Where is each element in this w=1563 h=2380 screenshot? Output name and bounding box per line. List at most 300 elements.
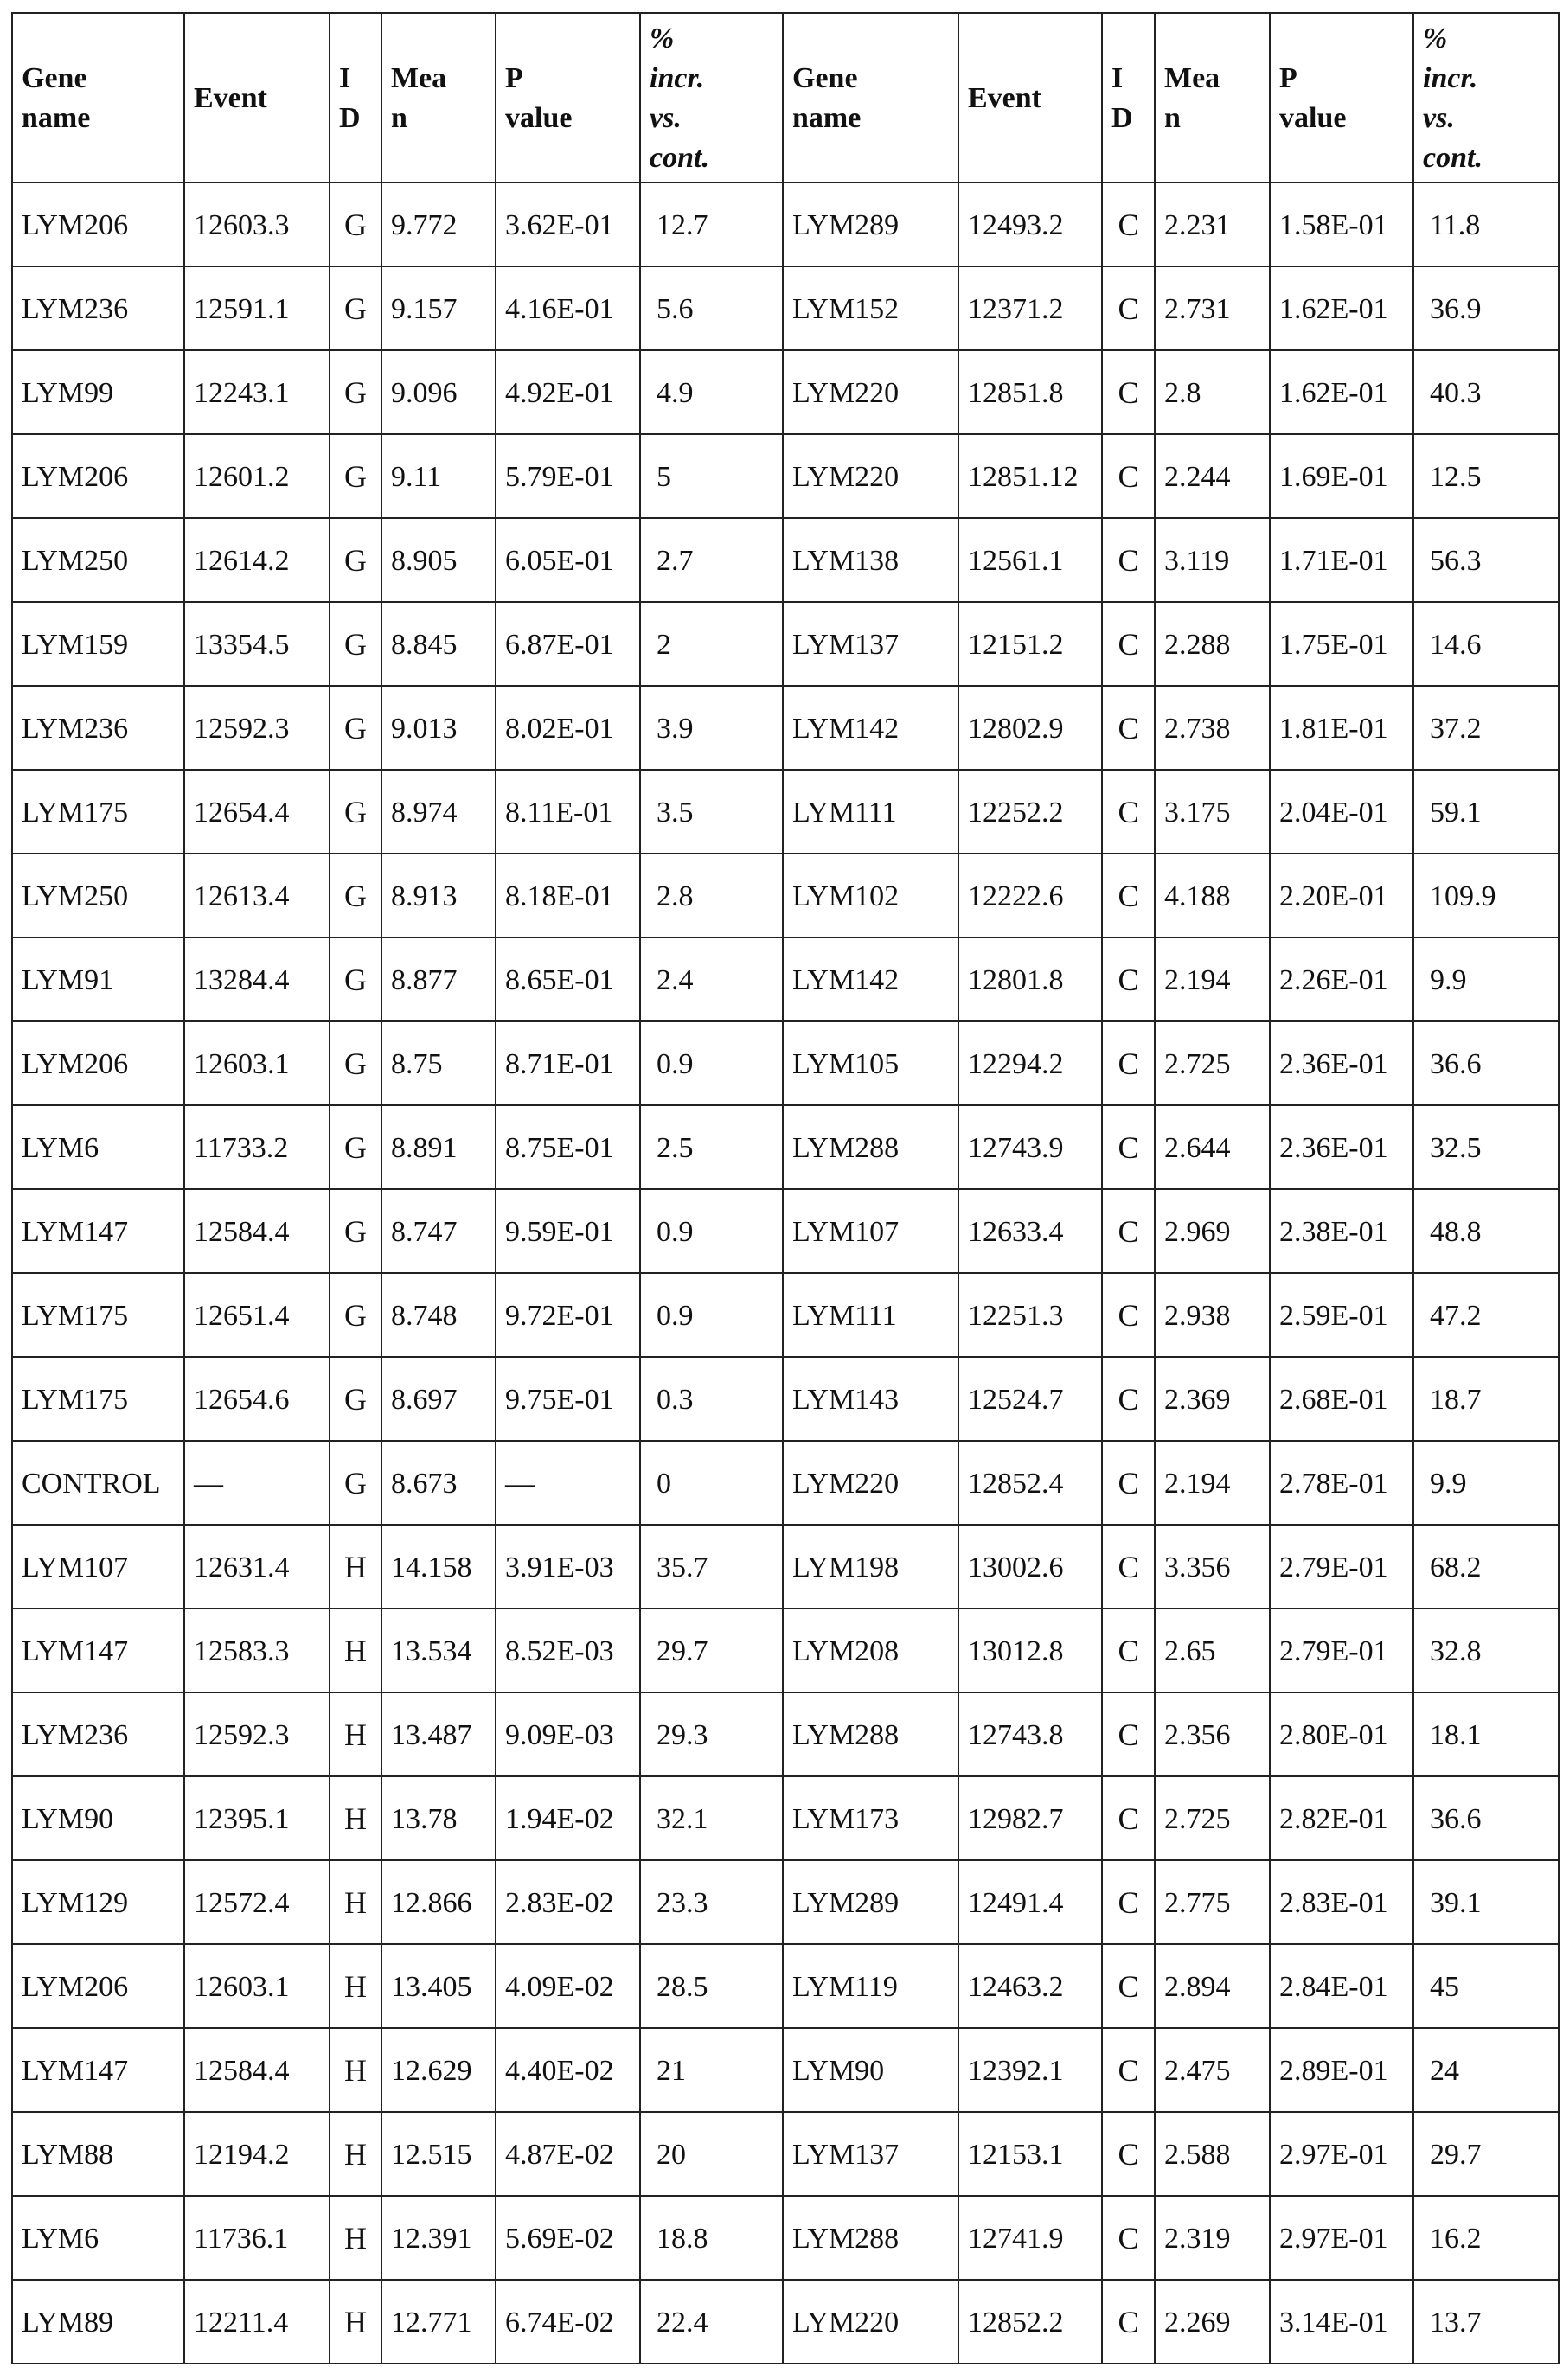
p-value-cell-left: 8.18E-01 xyxy=(496,854,640,937)
id-cell-right: C xyxy=(1102,2280,1155,2364)
pct-incr-cell-right: 56.3 xyxy=(1413,518,1559,602)
id-cell-right: C xyxy=(1102,602,1155,686)
gene-name-cell-left: LYM175 xyxy=(12,770,184,854)
table-row xyxy=(12,937,1559,1021)
header-event-right xyxy=(958,13,1102,182)
p-value-cell-right: 2.38E-01 xyxy=(1270,1189,1413,1273)
gene-name-cell-left: LYM206 xyxy=(12,434,184,518)
gene-name-cell-right: LYM143 xyxy=(783,1357,958,1441)
table-row xyxy=(12,1021,1559,1105)
p-value-cell-right: 2.97E-01 xyxy=(1270,2112,1413,2196)
p-value-cell-right: 2.89E-01 xyxy=(1270,2028,1413,2112)
event-cell-right: 12801.8 xyxy=(958,937,1102,1021)
p-value-cell-right: 2.82E-01 xyxy=(1270,1776,1413,1860)
mean-cell-right: 2.356 xyxy=(1155,1692,1270,1776)
pct-incr-cell-left: 2 xyxy=(640,602,783,686)
p-value-cell-left: 8.52E-03 xyxy=(496,1609,640,1692)
header-id-right xyxy=(1102,13,1155,182)
gene-name-cell-left: LYM250 xyxy=(12,854,184,937)
event-cell-right: 12151.2 xyxy=(958,602,1102,686)
mean-cell-left: 13.534 xyxy=(381,1609,496,1692)
event-cell-right: 12153.1 xyxy=(958,2112,1102,2196)
id-cell-left: G xyxy=(330,1189,381,1273)
gene-name-cell-right: LYM107 xyxy=(783,1189,958,1273)
gene-name-cell-right: LYM105 xyxy=(783,1021,958,1105)
event-cell-right: 12743.9 xyxy=(958,1105,1102,1189)
pct-incr-cell-left: 29.3 xyxy=(640,1692,783,1776)
table-row xyxy=(12,518,1559,602)
pct-incr-cell-right: 32.5 xyxy=(1413,1105,1559,1189)
header-mean-right xyxy=(1155,13,1270,182)
event-cell-left: 11736.1 xyxy=(184,2196,330,2280)
mean-cell-right: 3.356 xyxy=(1155,1525,1270,1609)
event-cell-right: 12802.9 xyxy=(958,686,1102,770)
id-cell-right: C xyxy=(1102,854,1155,937)
event-cell-left: 12243.1 xyxy=(184,350,330,434)
id-cell-right: C xyxy=(1102,2112,1155,2196)
p-value-cell-right: 2.79E-01 xyxy=(1270,1525,1413,1609)
mean-cell-right: 2.8 xyxy=(1155,350,1270,434)
header-text: n xyxy=(391,102,407,134)
header-text: incr. xyxy=(650,62,705,94)
p-value-cell-left: 8.75E-01 xyxy=(496,1105,640,1189)
mean-cell-left: 8.891 xyxy=(381,1105,496,1189)
pct-incr-cell-left: 20 xyxy=(640,2112,783,2196)
p-value-cell-left: 6.74E-02 xyxy=(496,2280,640,2364)
gene-name-cell-left: LYM88 xyxy=(12,2112,184,2196)
table-row xyxy=(12,770,1559,854)
pct-incr-cell-right: 29.7 xyxy=(1413,2112,1559,2196)
event-cell-left: 12613.4 xyxy=(184,854,330,937)
mean-cell-right: 2.738 xyxy=(1155,686,1270,770)
p-value-cell-right: 2.59E-01 xyxy=(1270,1273,1413,1357)
id-cell-right: C xyxy=(1102,434,1155,518)
event-cell-left: 12631.4 xyxy=(184,1525,330,1609)
table-row xyxy=(12,854,1559,937)
p-value-cell-left: 1.94E-02 xyxy=(496,1776,640,1860)
p-value-cell-right: 2.36E-01 xyxy=(1270,1105,1413,1189)
mean-cell-left: 9.096 xyxy=(381,350,496,434)
mean-cell-right: 2.319 xyxy=(1155,2196,1270,2280)
event-cell-left: 12654.4 xyxy=(184,770,330,854)
table-row xyxy=(12,434,1559,518)
pct-incr-cell-left: 0 xyxy=(640,1441,783,1525)
mean-cell-left: 8.75 xyxy=(381,1021,496,1105)
header-p-value-left xyxy=(496,13,640,182)
id-cell-right: C xyxy=(1102,1776,1155,1860)
event-cell-left: 12194.2 xyxy=(184,2112,330,2196)
id-cell-left: G xyxy=(330,1357,381,1441)
p-value-cell-left: 4.40E-02 xyxy=(496,2028,640,2112)
event-cell-left: 12601.2 xyxy=(184,434,330,518)
mean-cell-right: 2.288 xyxy=(1155,602,1270,686)
header-text: Event xyxy=(968,82,1041,114)
pct-incr-cell-right: 45 xyxy=(1413,1944,1559,2028)
gene-name-cell-right: LYM288 xyxy=(783,1105,958,1189)
pct-incr-cell-left: 12.7 xyxy=(640,182,783,266)
header-text: value xyxy=(505,102,573,134)
header-text: I xyxy=(339,62,351,94)
mean-cell-left: 8.877 xyxy=(381,937,496,1021)
event-cell-right: 12524.7 xyxy=(958,1357,1102,1441)
gene-name-cell-left: LYM91 xyxy=(12,937,184,1021)
id-cell-left: H xyxy=(330,1609,381,1692)
header-event-left xyxy=(184,13,330,182)
p-value-cell-right: 1.75E-01 xyxy=(1270,602,1413,686)
header-text: name xyxy=(22,102,91,134)
mean-cell-left: 9.013 xyxy=(381,686,496,770)
mean-cell-left: 8.913 xyxy=(381,854,496,937)
event-cell-right: 12741.9 xyxy=(958,2196,1102,2280)
header-text: n xyxy=(1164,102,1181,134)
header-pct-incr-left xyxy=(640,13,783,182)
mean-cell-left: 13.405 xyxy=(381,1944,496,2028)
gene-name-cell-left: LYM107 xyxy=(12,1525,184,1609)
gene-name-cell-left: LYM206 xyxy=(12,1944,184,2028)
header-mean-left xyxy=(381,13,496,182)
mean-cell-left: 13.487 xyxy=(381,1692,496,1776)
event-cell-left: 12651.4 xyxy=(184,1273,330,1357)
gene-name-cell-left: LYM206 xyxy=(12,1021,184,1105)
header-text: Mea xyxy=(391,62,447,94)
header-text: Gene xyxy=(22,62,87,94)
id-cell-left: G xyxy=(330,937,381,1021)
pct-incr-cell-right: 24 xyxy=(1413,2028,1559,2112)
pct-incr-cell-right: 12.5 xyxy=(1413,434,1559,518)
pct-incr-cell-right: 40.3 xyxy=(1413,350,1559,434)
header-text: % xyxy=(650,22,675,54)
p-value-cell-left: 8.65E-01 xyxy=(496,937,640,1021)
p-value-cell-left: 5.69E-02 xyxy=(496,2196,640,2280)
event-cell-right: 12392.1 xyxy=(958,2028,1102,2112)
pct-incr-cell-left: 5.6 xyxy=(640,266,783,350)
id-cell-left: G xyxy=(330,1441,381,1525)
gene-name-cell-right: LYM111 xyxy=(783,770,958,854)
event-cell-right: 12251.3 xyxy=(958,1273,1102,1357)
id-cell-right: C xyxy=(1102,2196,1155,2280)
event-cell-right: 12222.6 xyxy=(958,854,1102,937)
header-gene-name-left xyxy=(12,13,184,182)
id-cell-left: G xyxy=(330,1021,381,1105)
header-text: name xyxy=(792,102,862,134)
table-row xyxy=(12,686,1559,770)
event-cell-right: 12982.7 xyxy=(958,1776,1102,1860)
mean-cell-right: 2.194 xyxy=(1155,1441,1270,1525)
id-cell-left: G xyxy=(330,434,381,518)
gene-name-cell-right: LYM137 xyxy=(783,602,958,686)
pct-incr-cell-right: 36.9 xyxy=(1413,266,1559,350)
header-id-left xyxy=(330,13,381,182)
gene-name-cell-left: LYM236 xyxy=(12,266,184,350)
gene-name-cell-left: LYM147 xyxy=(12,2028,184,2112)
event-cell-right: 12852.2 xyxy=(958,2280,1102,2364)
header-text: D xyxy=(1111,102,1133,134)
mean-cell-left: 12.866 xyxy=(381,1860,496,1944)
pct-incr-cell-left: 0.9 xyxy=(640,1273,783,1357)
id-cell-left: H xyxy=(330,2028,381,2112)
gene-name-cell-right: LYM289 xyxy=(783,182,958,266)
id-cell-left: H xyxy=(330,1525,381,1609)
id-cell-right: C xyxy=(1102,350,1155,434)
id-cell-left: G xyxy=(330,182,381,266)
p-value-cell-left: 2.83E-02 xyxy=(496,1860,640,1944)
id-cell-right: C xyxy=(1102,1273,1155,1357)
mean-cell-left: 13.78 xyxy=(381,1776,496,1860)
p-value-cell-right: 2.36E-01 xyxy=(1270,1021,1413,1105)
pct-incr-cell-left: 2.5 xyxy=(640,1105,783,1189)
pct-incr-cell-right: 32.8 xyxy=(1413,1609,1559,1692)
header-gene-name-right xyxy=(783,13,958,182)
mean-cell-left: 8.905 xyxy=(381,518,496,602)
p-value-cell-left: 3.91E-03 xyxy=(496,1525,640,1609)
id-cell-left: H xyxy=(330,2112,381,2196)
gene-name-cell-left: LYM89 xyxy=(12,2280,184,2364)
mean-cell-right: 2.775 xyxy=(1155,1860,1270,1944)
gene-name-cell-right: LYM102 xyxy=(783,854,958,937)
event-cell-right: 12252.2 xyxy=(958,770,1102,854)
gene-name-cell-left: LYM129 xyxy=(12,1860,184,1944)
id-cell-right: C xyxy=(1102,2028,1155,2112)
id-cell-right: C xyxy=(1102,770,1155,854)
gene-name-cell-right: LYM137 xyxy=(783,2112,958,2196)
gene-name-cell-left: LYM147 xyxy=(12,1609,184,1692)
table-row xyxy=(12,1105,1559,1189)
p-value-cell-right: 2.84E-01 xyxy=(1270,1944,1413,2028)
table-row xyxy=(12,266,1559,350)
header-text: incr. xyxy=(1423,62,1478,94)
event-cell-right: 13012.8 xyxy=(958,1609,1102,1692)
gene-name-cell-right: LYM142 xyxy=(783,686,958,770)
id-cell-right: C xyxy=(1102,1021,1155,1105)
id-cell-right: C xyxy=(1102,266,1155,350)
event-cell-right: 12463.2 xyxy=(958,1944,1102,2028)
pct-incr-cell-right: 48.8 xyxy=(1413,1189,1559,1273)
id-cell-left: G xyxy=(330,266,381,350)
pct-incr-cell-left: 2.7 xyxy=(640,518,783,602)
p-value-cell-right: 2.97E-01 xyxy=(1270,2196,1413,2280)
p-value-cell-right: 2.26E-01 xyxy=(1270,937,1413,1021)
p-value-cell-left: 8.11E-01 xyxy=(496,770,640,854)
table-row xyxy=(12,350,1559,434)
p-value-cell-left: — xyxy=(496,1441,640,1525)
p-value-cell-right: 2.20E-01 xyxy=(1270,854,1413,937)
gene-name-cell-left: LYM159 xyxy=(12,602,184,686)
gene-name-cell-right: LYM142 xyxy=(783,937,958,1021)
pct-incr-cell-right: 109.9 xyxy=(1413,854,1559,937)
gene-name-cell-right: LYM90 xyxy=(783,2028,958,2112)
event-cell-left: — xyxy=(184,1441,330,1525)
p-value-cell-left: 9.72E-01 xyxy=(496,1273,640,1357)
pct-incr-cell-left: 2.8 xyxy=(640,854,783,937)
gene-name-cell-right: LYM111 xyxy=(783,1273,958,1357)
mean-cell-right: 2.588 xyxy=(1155,2112,1270,2196)
gene-name-cell-left: LYM236 xyxy=(12,1692,184,1776)
event-cell-right: 12633.4 xyxy=(958,1189,1102,1273)
header-text: vs. xyxy=(1423,102,1455,134)
gene-name-cell-right: LYM152 xyxy=(783,266,958,350)
p-value-cell-right: 2.79E-01 xyxy=(1270,1609,1413,1692)
id-cell-right: C xyxy=(1102,1441,1155,1525)
pct-incr-cell-right: 18.7 xyxy=(1413,1357,1559,1441)
p-value-cell-left: 4.87E-02 xyxy=(496,2112,640,2196)
p-value-cell-left: 8.71E-01 xyxy=(496,1021,640,1105)
mean-cell-right: 2.244 xyxy=(1155,434,1270,518)
mean-cell-left: 8.673 xyxy=(381,1441,496,1525)
table-row xyxy=(12,2112,1559,2196)
header-pct-incr-right xyxy=(1413,13,1559,182)
mean-cell-left: 12.771 xyxy=(381,2280,496,2364)
header-row xyxy=(12,13,1559,182)
id-cell-right: C xyxy=(1102,182,1155,266)
event-cell-right: 12371.2 xyxy=(958,266,1102,350)
mean-cell-right: 2.725 xyxy=(1155,1776,1270,1860)
gene-name-cell-right: LYM198 xyxy=(783,1525,958,1609)
gene-name-cell-right: LYM138 xyxy=(783,518,958,602)
gene-name-cell-right: LYM220 xyxy=(783,350,958,434)
mean-cell-right: 2.969 xyxy=(1155,1189,1270,1273)
pct-incr-cell-left: 23.3 xyxy=(640,1860,783,1944)
gene-name-cell-right: LYM220 xyxy=(783,434,958,518)
gene-name-cell-right: LYM288 xyxy=(783,2196,958,2280)
header-text: Mea xyxy=(1164,62,1220,94)
gene-name-cell-right: LYM208 xyxy=(783,1609,958,1692)
p-value-cell-left: 6.87E-01 xyxy=(496,602,640,686)
id-cell-right: C xyxy=(1102,518,1155,602)
p-value-cell-right: 2.83E-01 xyxy=(1270,1860,1413,1944)
mean-cell-right: 2.938 xyxy=(1155,1273,1270,1357)
p-value-cell-left: 9.09E-03 xyxy=(496,1692,640,1776)
mean-cell-left: 8.974 xyxy=(381,770,496,854)
pct-incr-cell-left: 0.9 xyxy=(640,1189,783,1273)
id-cell-left: G xyxy=(330,854,381,937)
header-text: vs. xyxy=(650,102,682,134)
pct-incr-cell-right: 11.8 xyxy=(1413,182,1559,266)
header-text: cont. xyxy=(650,142,709,174)
p-value-cell-left: 5.79E-01 xyxy=(496,434,640,518)
event-cell-right: 13002.6 xyxy=(958,1525,1102,1609)
id-cell-right: C xyxy=(1102,1189,1155,1273)
event-cell-right: 12743.8 xyxy=(958,1692,1102,1776)
p-value-cell-left: 4.09E-02 xyxy=(496,1944,640,2028)
table-body xyxy=(12,182,1559,2364)
pct-incr-cell-right: 9.9 xyxy=(1413,1441,1559,1525)
table-row xyxy=(12,1273,1559,1357)
gene-name-cell-left: LYM90 xyxy=(12,1776,184,1860)
event-cell-right: 12851.12 xyxy=(958,434,1102,518)
gene-name-cell-left: LYM175 xyxy=(12,1273,184,1357)
table-row xyxy=(12,602,1559,686)
id-cell-right: C xyxy=(1102,1609,1155,1692)
pct-incr-cell-left: 21 xyxy=(640,2028,783,2112)
mean-cell-left: 14.158 xyxy=(381,1525,496,1609)
p-value-cell-right: 1.81E-01 xyxy=(1270,686,1413,770)
id-cell-left: G xyxy=(330,518,381,602)
pct-incr-cell-left: 0.3 xyxy=(640,1357,783,1441)
table-row xyxy=(12,1944,1559,2028)
event-cell-left: 12583.3 xyxy=(184,1609,330,1692)
event-cell-left: 12591.1 xyxy=(184,266,330,350)
p-value-cell-left: 4.92E-01 xyxy=(496,350,640,434)
event-cell-left: 12603.1 xyxy=(184,1944,330,2028)
mean-cell-left: 12.391 xyxy=(381,2196,496,2280)
id-cell-left: H xyxy=(330,1860,381,1944)
event-cell-left: 12572.4 xyxy=(184,1860,330,1944)
p-value-cell-left: 6.05E-01 xyxy=(496,518,640,602)
p-value-cell-left: 3.62E-01 xyxy=(496,182,640,266)
table-row xyxy=(12,1441,1559,1525)
id-cell-right: C xyxy=(1102,1105,1155,1189)
event-cell-left: 12654.6 xyxy=(184,1357,330,1441)
gene-name-cell-left: LYM99 xyxy=(12,350,184,434)
header-text: P xyxy=(1279,62,1297,94)
event-cell-left: 12614.2 xyxy=(184,518,330,602)
id-cell-left: H xyxy=(330,1692,381,1776)
pct-incr-cell-left: 35.7 xyxy=(640,1525,783,1609)
event-cell-right: 12491.4 xyxy=(958,1860,1102,1944)
mean-cell-left: 12.515 xyxy=(381,2112,496,2196)
pct-incr-cell-left: 22.4 xyxy=(640,2280,783,2364)
pct-incr-cell-left: 3.5 xyxy=(640,770,783,854)
pct-incr-cell-left: 4.9 xyxy=(640,350,783,434)
pct-incr-cell-left: 0.9 xyxy=(640,1021,783,1105)
pct-incr-cell-right: 68.2 xyxy=(1413,1525,1559,1609)
p-value-cell-left: 4.16E-01 xyxy=(496,266,640,350)
id-cell-right: C xyxy=(1102,937,1155,1021)
gene-name-cell-right: LYM173 xyxy=(783,1776,958,1860)
results-table xyxy=(11,12,1560,2364)
table-row xyxy=(12,2028,1559,2112)
p-value-cell-left: 9.59E-01 xyxy=(496,1189,640,1273)
mean-cell-right: 2.369 xyxy=(1155,1357,1270,1441)
pct-incr-cell-left: 28.5 xyxy=(640,1944,783,2028)
event-cell-left: 12592.3 xyxy=(184,1692,330,1776)
id-cell-left: H xyxy=(330,2280,381,2364)
pct-incr-cell-right: 37.2 xyxy=(1413,686,1559,770)
pct-incr-cell-left: 18.8 xyxy=(640,2196,783,2280)
mean-cell-left: 8.845 xyxy=(381,602,496,686)
pct-incr-cell-left: 5 xyxy=(640,434,783,518)
mean-cell-left: 9.157 xyxy=(381,266,496,350)
header-text: value xyxy=(1279,102,1347,134)
mean-cell-right: 4.188 xyxy=(1155,854,1270,937)
p-value-cell-right: 3.14E-01 xyxy=(1270,2280,1413,2364)
event-cell-left: 12211.4 xyxy=(184,2280,330,2364)
event-cell-left: 12395.1 xyxy=(184,1776,330,1860)
p-value-cell-right: 2.80E-01 xyxy=(1270,1692,1413,1776)
mean-cell-right: 2.194 xyxy=(1155,937,1270,1021)
event-cell-left: 12603.1 xyxy=(184,1021,330,1105)
mean-cell-right: 2.269 xyxy=(1155,2280,1270,2364)
id-cell-left: H xyxy=(330,1944,381,2028)
header-text: cont. xyxy=(1423,142,1483,174)
pct-incr-cell-left: 29.7 xyxy=(640,1609,783,1692)
pct-incr-cell-right: 36.6 xyxy=(1413,1021,1559,1105)
header-text: Event xyxy=(194,82,267,114)
event-cell-left: 12592.3 xyxy=(184,686,330,770)
pct-incr-cell-left: 32.1 xyxy=(640,1776,783,1860)
p-value-cell-right: 2.04E-01 xyxy=(1270,770,1413,854)
pct-incr-cell-right: 59.1 xyxy=(1413,770,1559,854)
id-cell-left: G xyxy=(330,1273,381,1357)
table-row xyxy=(12,1860,1559,1944)
header-text: D xyxy=(339,102,361,134)
table-row xyxy=(12,1692,1559,1776)
id-cell-left: G xyxy=(330,350,381,434)
header-text: I xyxy=(1111,62,1124,94)
gene-name-cell-left: LYM6 xyxy=(12,1105,184,1189)
mean-cell-right: 3.175 xyxy=(1155,770,1270,854)
table-row xyxy=(12,2196,1559,2280)
